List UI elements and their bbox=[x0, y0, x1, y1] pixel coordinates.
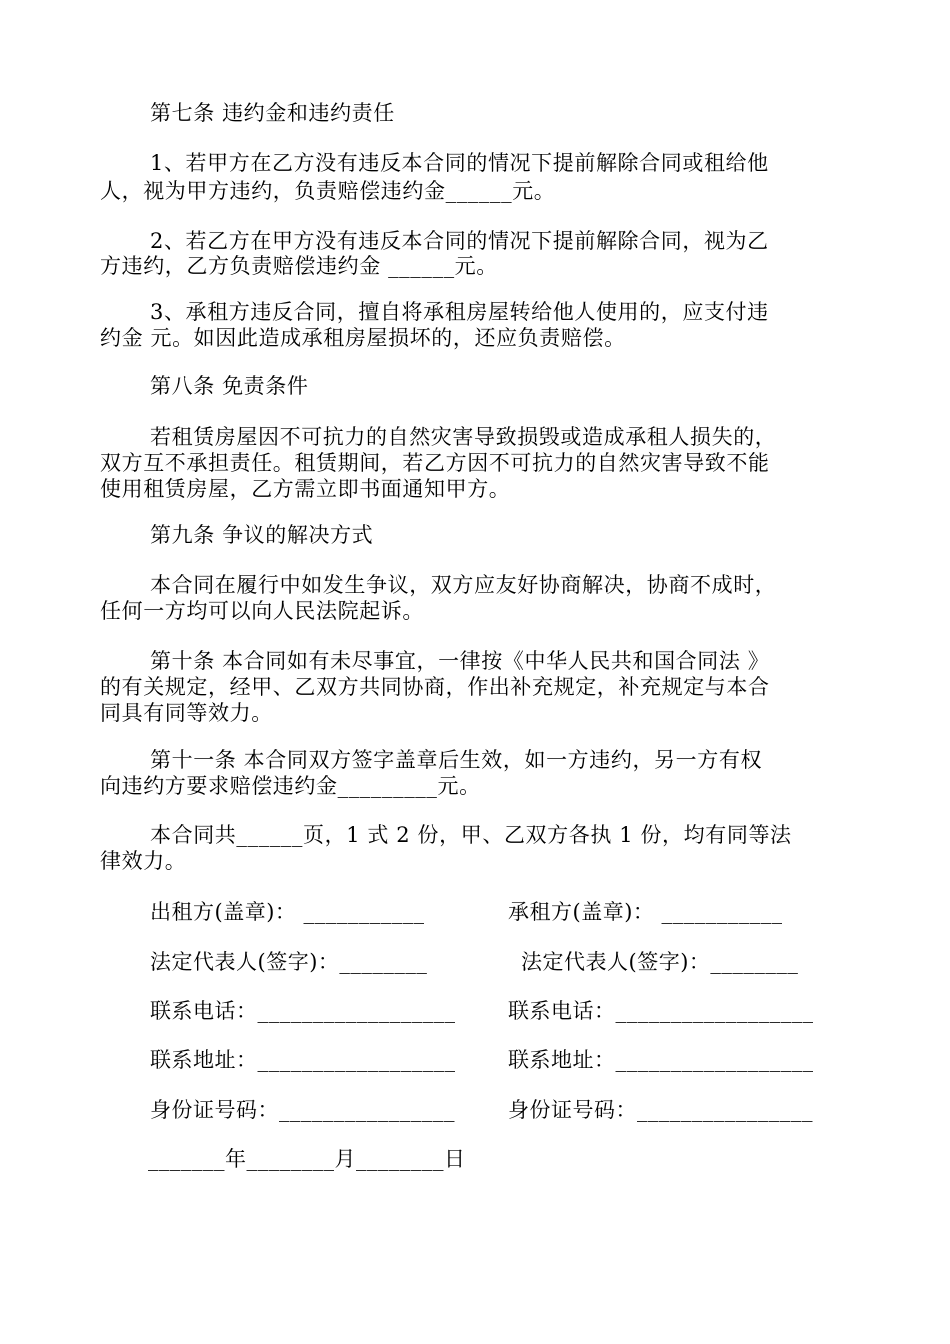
article-9-heading: 第九条 争议的解决方式 bbox=[150, 523, 374, 547]
article-10-line-1: 第十条 本合同如有未尽事宜，一律按《中华人民共和国合同法 》 bbox=[150, 649, 770, 673]
lessee-address-field: 联系地址：__________________ bbox=[508, 1048, 814, 1072]
article-7-clause-1-line-1: 1、若甲方在乙方没有违反本合同的情况下提前解除合同或租给他 bbox=[150, 151, 769, 175]
copies-line-1: 本合同共______页，1 式 2 份，甲、乙双方各执 1 份，均有同等法 bbox=[150, 823, 792, 847]
article-7-clause-2-line-1: 2、若乙方在甲方没有违反本合同的情况下提前解除合同，视为乙 bbox=[150, 229, 769, 253]
lessee-seal-field: 承租方(盖章)： ___________ bbox=[508, 900, 783, 924]
article-10-line-2: 的有关规定，经甲、乙双方共同协商，作出补充规定，补充规定与本合 bbox=[100, 675, 770, 699]
article-7-heading: 第七条 违约金和违约责任 bbox=[150, 101, 395, 125]
lessor-phone-field: 联系电话：__________________ bbox=[150, 999, 456, 1023]
article-7-clause-3-line-1: 3、承租方违反合同，擅自将承租房屋转给他人使用的，应支付违 bbox=[150, 300, 769, 324]
article-8-line-3: 使用租赁房屋，乙方需立即书面通知甲方。 bbox=[100, 477, 511, 501]
lessee-phone-field: 联系电话：__________________ bbox=[508, 999, 814, 1023]
lessee-representative-field: 法定代表人(签字)：________ bbox=[521, 950, 799, 974]
lessor-id-field: 身份证号码：________________ bbox=[150, 1098, 455, 1122]
article-11-line-2: 向违约方要求赔偿违约金_________元。 bbox=[100, 774, 481, 798]
article-9-line-2: 任何一方均可以向人民法院起诉。 bbox=[100, 599, 424, 623]
article-8-heading: 第八条 免责条件 bbox=[150, 374, 309, 398]
article-7-clause-1-line-2: 人，视为甲方违约，负责赔偿违约金______元。 bbox=[100, 179, 556, 203]
article-8-line-2: 双方互不承担责任。租赁期间，若乙方因不可抗力的自然灾害导致不能 bbox=[100, 451, 770, 475]
article-7-clause-3-line-2: 约金 元。如因此造成承租房屋损坏的，还应负责赔偿。 bbox=[100, 326, 626, 350]
lessor-representative-field: 法定代表人(签字)：________ bbox=[150, 950, 428, 974]
article-10-line-3: 同具有同等效力。 bbox=[100, 701, 273, 725]
lessee-id-field: 身份证号码：________________ bbox=[508, 1098, 813, 1122]
article-7-clause-2-line-2: 方违约，乙方负责赔偿违约金 ______元。 bbox=[100, 254, 498, 278]
article-11-line-1: 第十一条 本合同双方签字盖章后生效，如一方违约，另一方有权 bbox=[150, 748, 763, 772]
lessor-address-field: 联系地址：__________________ bbox=[150, 1048, 456, 1072]
copies-line-2: 律效力。 bbox=[100, 849, 187, 873]
date-field: _______年________月________日 bbox=[148, 1147, 466, 1171]
article-9-line-1: 本合同在履行中如发生争议，双方应友好协商解决，协商不成时， bbox=[150, 573, 777, 597]
article-8-line-1: 若租赁房屋因不可抗力的自然灾害导致损毁或造成承租人损失的， bbox=[150, 425, 777, 449]
lessor-seal-field: 出租方(盖章)： ___________ bbox=[150, 900, 425, 924]
